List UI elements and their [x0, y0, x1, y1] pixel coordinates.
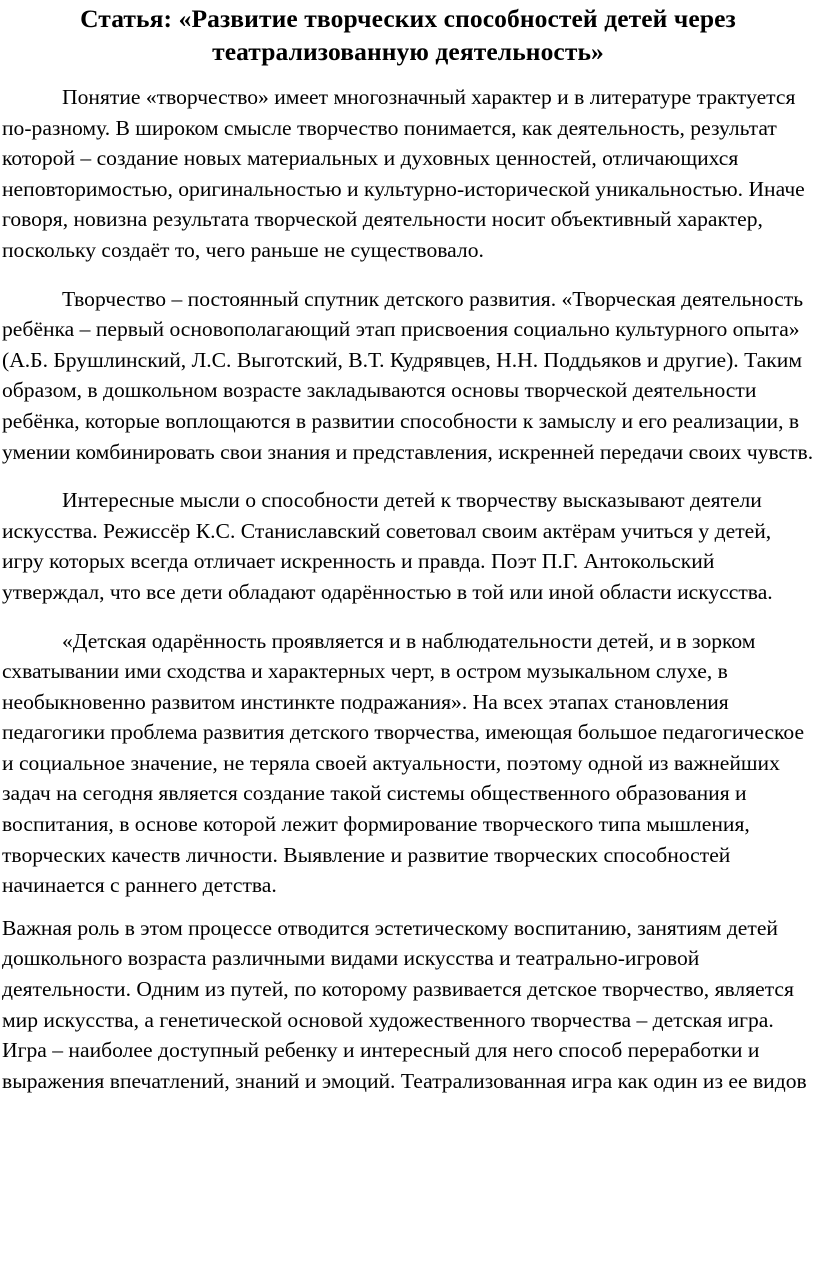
paragraph-creativity-concept: Понятие «творчество» имеет многозначный характер и в литературе трактуется по-разному. В широком смысле творчество понимается, как деятельность, результат которой – создание новых материальных и духовных ценностей, отличающихся неповторимостью, оригинальностью и культурно-исторической уникальностью. Иначе говоря, новизна результата творческой деятельности носит объективный характер, поскольку создаёт то, чего раньше не существовало.: [2, 85, 805, 262]
article-body: [0, 82, 816, 1096]
paragraph-child-giftedness: «Детская одарённость проявляется и в наблюдательности детей, и в зорком схватывании ими сходства и характерных черт, в остром музыкальном слухе, в необыкновенно развитом инстинкте подражания». На всех этапах становления педагогики проблема развития детского творчества, имеющая большое педагогическое и социальное значение, не теряла своей актуальности, поэтому одной из важнейших задач на сегодня является создание такой системы общественного образования и воспитания, в основе которой лежит формирование творческого типа мышления, творческих качеств личности. Выявление и развитие творческих способностей начинается с раннего детства.: [2, 628, 805, 898]
paragraph-artists-opinions: Интересные мысли о способности детей к творчеству высказывают деятели искусства. Режиссёр К.С. Станиславский советовал своим актёрам учиться у детей, игру которых всегда отличает искренность и правда. Поэт П.Г. Антокольский утверждал, что все дети обладают одарённостью в той или иной области искусства.: [2, 488, 773, 604]
article-title: Статья: «Развитие творческих способностей детей через театрализованную деятельность»: [80, 4, 736, 66]
paragraph-aesthetic-education: Важная роль в этом процессе отводится эстетическому воспитанию, занятиям детей дошкольного возраста различными видами искусства и театрально-игровой деятельности. Одним из путей, по которому развивается детское творчество, является мир искусства, а генетической основой художественного творчества – детская игра. Игра – наиболее доступный ребенку и интересный для него способ переработки и выражения впечатлений, знаний и эмоций. Театрализованная игра как один из ее видов: [2, 915, 807, 1093]
paragraph-child-development: Творчество – постоянный спутник детского развития. «Творческая деятельность ребёнка – первый основополагающий этап присвоения социально культурного опыта» (А.Б. Брушлинский, Л.С. Выготский, В.Т. Кудрявцев, Н.Н. Поддьяков и другие). Таким образом, в дошкольном возрасте закладываются основы творческой деятельности ребёнка, которые воплощаются в развитии способности к замыслу и его реализации, в умении комбинировать свои знания и представления, искренней передачи своих чувств.: [2, 286, 814, 464]
